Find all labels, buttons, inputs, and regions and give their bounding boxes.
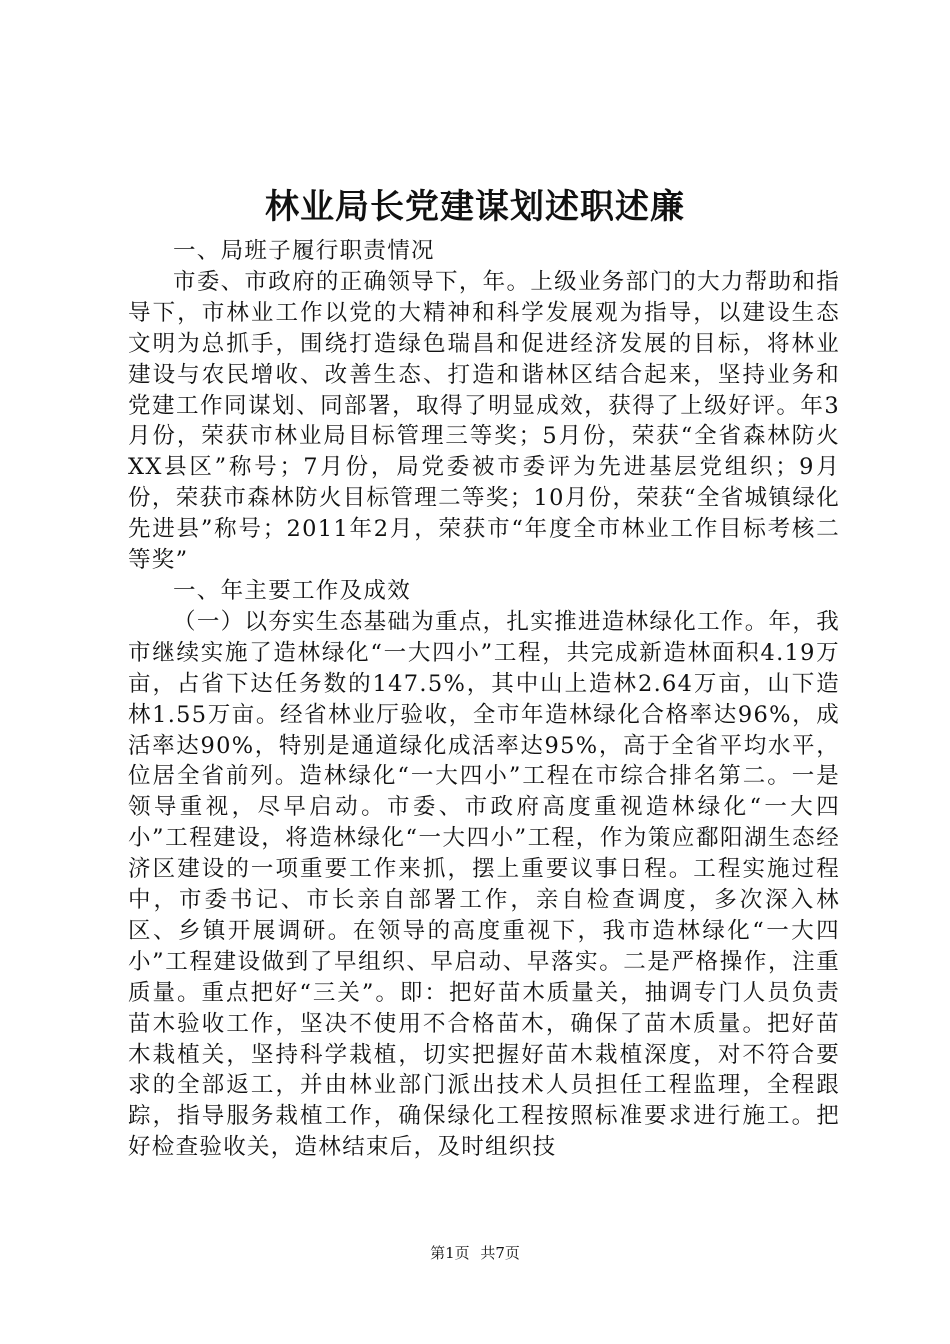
document-body xyxy=(128,236,840,1163)
paragraph-1: 市委、市政府的正确领导下，年。上级业务部门的大力帮助和指导下，市林业工作以党的大精神和科学发展观为指导，以建设生态文明为总抓手，围绕打造绿色瑞昌和促进经济发展的目标，将林业建设与农民增收、改善生态、打造和谐林区结合起来，坚持业务和党建工作同谋划、同部署，取得了明显成效，获得了上级好评。年3月份，荣获市林业局目标管理三等奖；5月份，荣获“全省森林防火XX县区”称号；7月份，局党委被市委评为先进基层党组织；9月份，荣获市森林防火目标管理二等奖；10月份，荣获“全省城镇绿化先进县”称号；2011年2月，荣获市“年度全市林业工作目标考核二等奖” xyxy=(128,268,840,574)
page-footer xyxy=(0,1243,950,1263)
section-heading-2: 一、年主要工作及成效 xyxy=(173,577,412,604)
paragraph-2: （一）以夯实生态基础为重点，扎实推进造林绿化工作。年，我市继续实施了造林绿化“一大四小”工程，共完成新造林面积4.19万亩，占省下达任务数的147.5%，其中山上造林2.64万亩，山下造林1.55万亩。经省林业厅验收，全市年造林绿化合格率达96%，成活率达90%，特别是通道绿化成活率达95%，高于全省平均水平，位居全省前列。造林绿化“一大四小”工程在市综合排名第二。一是领导重视，尽早启动。市委、市政府高度重视造林绿化“一大四小”工程建设，将造林绿化“一大四小”工程，作为策应鄱阳湖生态经济区建设的一项重要工作来抓，摆上重要议事日程。工程实施过程中，市委书记、市长亲自部署工作，亲自检查调度，多次深入林区、乡镇开展调研。在领导的高度重视下，我市造林绿化“一大四小”工程建设做到了早组织、早启动、早落实。二是严格操作，注重质量。重点把好“三关”。即：把好苗木质量关，抽调专门人员负责苗木验收工作，坚决不使用不合格苗木，确保了苗木质量。把好苗木栽植关，坚持科学栽植，切实把握好苗木栽植深度，对不符合要求的全部返工，并由林业部门派出技术人员担任工程监理，全程跟踪，指导服务栽植工作，确保绿化工程按照标准要求进行施工。把好检查验收关，造林结束后，及时组织技 xyxy=(128,608,840,1161)
document-title: 林业局长党建谋划述职述廉 xyxy=(265,187,685,227)
section-heading-1: 一、局班子履行职责情况 xyxy=(173,238,435,264)
page-number: 第1页 xyxy=(430,1244,470,1262)
page-total: 共7页 xyxy=(480,1244,520,1262)
